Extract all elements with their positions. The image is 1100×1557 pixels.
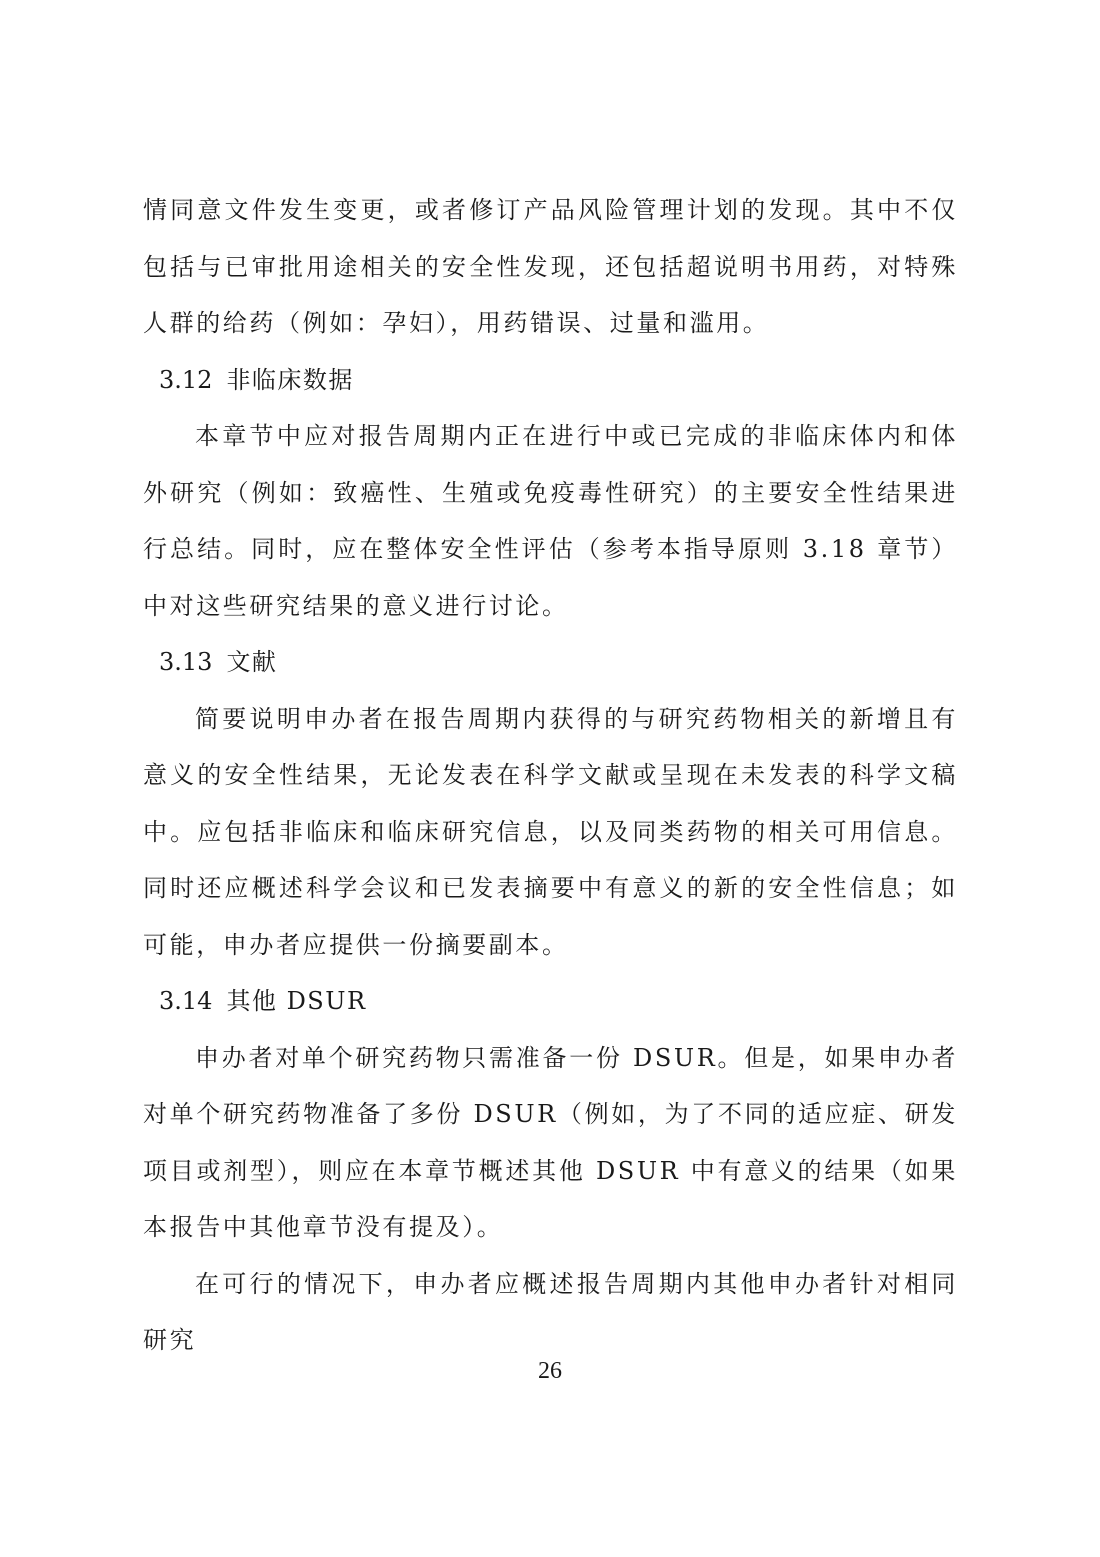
paragraph-other-sponsors: 在可行的情况下，申办者应概述报告周期内其他申办者针对相同研究 xyxy=(143,1269,958,1354)
section-number: 3.13 xyxy=(159,648,213,676)
paragraph-other-dsur: 申办者对单个研究药物只需准备一份 DSUR。但是，如果申办者对单个研究药物准备了多份 DSUR（例如，为了不同的适应症、研发项目或剂型），则应在本章节概述其他 DSUR 中有意义的结果（如果本报告中其他章节没有提及）。 xyxy=(143,1043,958,1241)
section-number: 3.12 xyxy=(159,365,213,394)
section-number: 3.14 xyxy=(159,987,213,1015)
page-number: 26 xyxy=(538,1358,562,1384)
section-title: 文献 xyxy=(226,648,278,676)
paragraph-nonclinical-data: 本章节中应对报告周期内正在进行中或已完成的非临床体内和体外研究（例如：致癌性、生殖或免疫毒性研究）的主要安全性结果进行总结。同时，应在整体安全性评估（参考本指导原则 3.18 章节）中对这些研究结果的意义进行讨论。 xyxy=(143,422,958,620)
paragraph-literature: 简要说明申办者在报告周期内获得的与研究药物相关的新增且有意义的安全性结果，无论发表在科学文献或呈现在未发表的科学文稿中。应包括非临床和临床研究信息，以及同类药物的相关可用信息。同时还应概述科学会议和已发表摘要中有意义的新的安全性信息；如可能，申办者应提供一份摘要副本。 xyxy=(143,704,958,959)
section-heading-3-12 xyxy=(143,352,958,409)
section-heading-3-13 xyxy=(143,634,958,691)
section-heading-3-14 xyxy=(143,973,958,1030)
document-body xyxy=(143,182,958,1369)
section-title: 非临床数据 xyxy=(226,365,354,394)
paragraph-continuation: 情同意文件发生变更，或者修订产品风险管理计划的发现。其中不仅包括与已审批用途相关的安全性发现，还包括超说明书用药，对特殊人群的给药（例如：孕妇），用药错误、过量和滥用。 xyxy=(143,196,958,337)
section-title: 其他 DSUR xyxy=(226,987,367,1015)
